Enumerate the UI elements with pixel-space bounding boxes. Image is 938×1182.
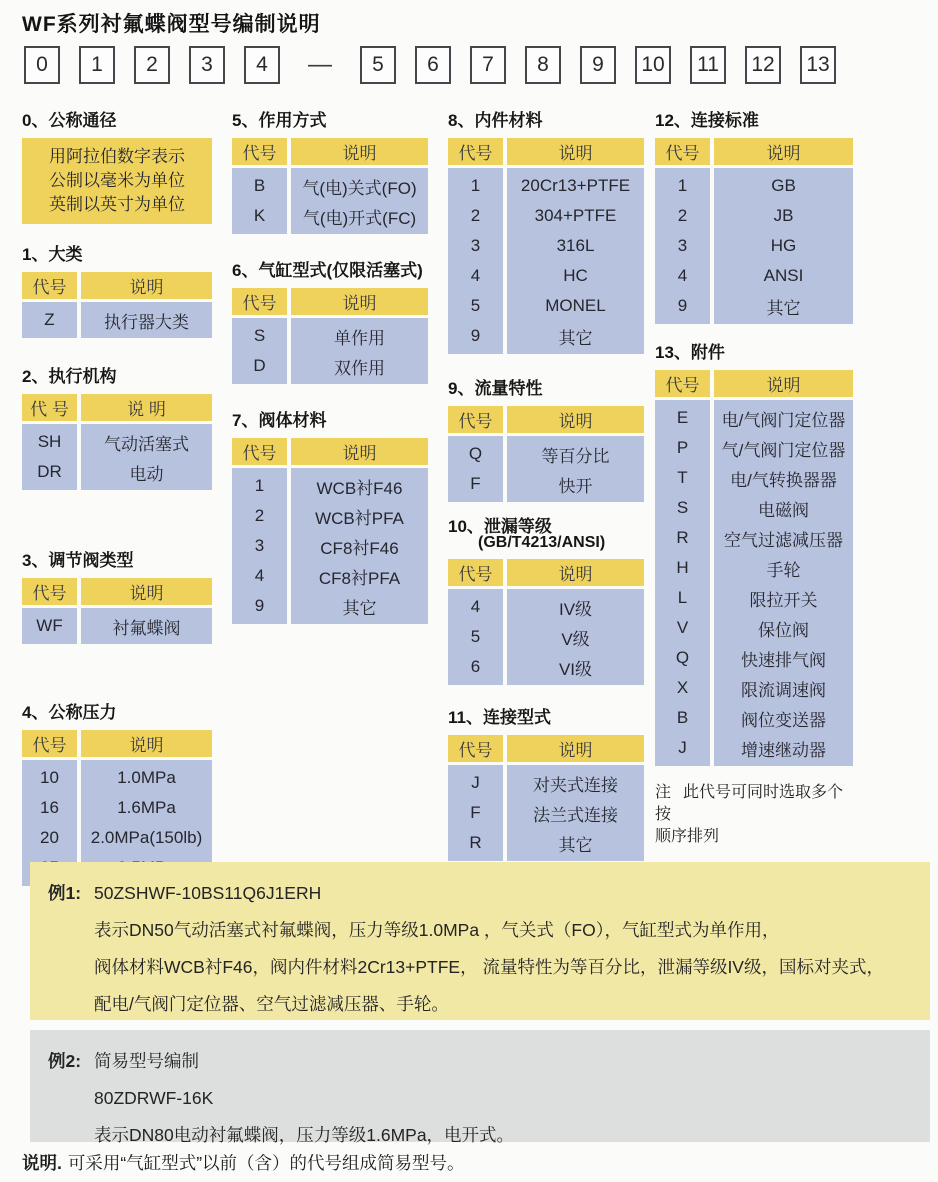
example-1-line: 表示DN50气动活塞式衬氟蝶阀，压力等级1.0MPa ，气关式（FO），气缸型式为单作用， [94,920,780,940]
description-column [291,468,428,624]
code-table [655,370,853,766]
code-header-cell: 代号 [22,578,77,605]
section-nominal-diameter [22,106,212,224]
model-code-digit-row [24,46,855,84]
note-line: 公制以毫米为单位 [49,171,185,190]
section-title: 13、附件 [655,343,725,362]
code-cell: 2 [254,506,265,525]
description-column [81,424,212,490]
accessories-note [655,782,855,848]
code-table [655,138,853,324]
column-1 [22,106,212,886]
code-header-cell: 代号 [655,370,710,397]
section-cylinder-type [232,256,428,384]
code-cell: 20 [40,828,59,847]
description-cell: 阀位变送器 [741,710,826,730]
code-table [232,288,428,384]
code-column [232,468,287,624]
code-column [22,608,77,644]
digit-box-7: 7 [470,46,506,84]
section-title: 6、气缸型式(仅限活塞式) [232,261,423,280]
description-cell: CF8衬F46 [320,538,399,558]
description-cell: 气(电)关式(FO) [302,178,417,198]
code-header-cell: 代号 [232,138,287,165]
description-cell: 手轮 [766,560,801,580]
code-column [655,168,710,324]
code-cell: Q [675,648,690,667]
code-cell: E [676,408,689,427]
dash-separator: — [308,51,332,78]
code-cell: Z [44,310,55,329]
nominal-diameter-note [22,138,212,224]
digit-box-4: 4 [244,46,280,84]
code-table [232,438,428,624]
code-header-cell: 代号 [448,735,503,762]
note-line-2: 顺序排列 [655,828,720,845]
description-cell: CF8衬PFA [318,568,401,588]
example-1-label: 例1: [48,883,82,903]
digit-box-2: 2 [134,46,170,84]
description-cell: JB [773,206,794,225]
section-connection-type [448,703,644,861]
code-header-cell: 代号 [448,138,503,165]
description-cell: 气动活塞式 [104,434,189,454]
code-cell: 4 [470,266,481,285]
description-cell: 对夹式连接 [533,775,618,795]
description-column [81,302,212,338]
code-cell: J [471,773,480,792]
description-cell: WCB衬F46 [316,478,403,498]
code-header-cell: 代号 [448,406,503,433]
code-table [448,406,644,502]
code-header-cell: 代号 [448,559,503,586]
description-column [291,168,428,234]
description-column [714,400,853,766]
example-2-label: 例2: [48,1051,82,1071]
description-header-cell: 说明 [291,138,428,165]
section-leakage-class [448,512,644,685]
code-column [448,765,503,861]
code-cell: B [253,176,266,195]
section-action-mode [232,106,428,234]
description-cell: 单作用 [334,328,385,348]
table-body [22,302,212,338]
code-column [22,424,77,490]
description-cell: V级 [561,629,590,649]
table-header-row [655,370,853,397]
code-header-cell: 代号 [232,288,287,315]
code-cell: S [253,326,266,345]
note-line: 英制以英寸为单位 [49,195,185,214]
code-cell: 9 [254,596,265,615]
section-valve-type [22,546,212,644]
description-header-cell: 说明 [507,138,644,165]
example-2-line: 表示DN80电动衬氟蝶阀，压力等级1.6MPa，电开式。 [94,1125,515,1145]
code-table [232,138,428,234]
description-header-cell: 说明 [81,578,212,605]
description-header-cell: 说明 [507,406,644,433]
section-flow-characteristic [448,374,644,502]
description-cell: 执行器大类 [104,312,189,332]
digit-box-3: 3 [189,46,225,84]
description-cell: 其它 [558,835,593,855]
code-column [655,400,710,766]
code-cell: L [677,588,688,607]
description-cell: VI级 [558,659,593,679]
description-cell: 电/气阀门定位器 [721,410,846,430]
example-2-line: 简易型号编制 [94,1051,199,1071]
code-table [22,578,212,644]
description-header-cell: 说明 [714,370,853,397]
description-column [507,765,644,861]
table-header-row [655,138,853,165]
table-body [232,318,428,384]
digit-box-5: 5 [360,46,396,84]
description-cell: HG [770,236,797,255]
code-table [448,735,644,861]
section-title: 11、连接型式 [448,708,551,727]
description-cell: 快速排气阀 [741,650,826,670]
description-cell: 304+PTFE [534,206,617,225]
footer-note-label: 说明. [22,1153,62,1173]
code-cell: 4 [677,266,688,285]
description-cell: IV级 [558,599,593,619]
section-title: 2、执行机构 [22,367,117,386]
table-header-row [448,138,644,165]
digit-box-13: 13 [800,46,836,84]
code-cell: R [469,833,482,852]
description-cell: 316L [556,236,595,255]
description-column [81,608,212,644]
section-title: 4、公称压力 [22,703,117,722]
code-cell: R [676,528,689,547]
table-header-row [22,272,212,299]
digit-box-9: 9 [580,46,616,84]
code-cell: J [678,738,687,757]
example-2-panel [30,1030,930,1145]
digit-box-8: 8 [525,46,561,84]
code-cell: B [676,708,689,727]
code-cell: F [470,803,481,822]
section-nominal-pressure [22,698,212,886]
description-cell: 20Cr13+PTFE [520,176,631,195]
code-cell: 4 [254,566,265,585]
code-cell: 3 [677,236,688,255]
example-2-model: 80ZDRWF-16K [94,1088,214,1108]
code-cell: F [470,474,481,493]
code-table [22,272,212,338]
code-cell: Q [468,444,483,463]
section-actuator [22,362,212,490]
code-cell: WF [36,616,63,635]
digit-box-12: 12 [745,46,781,84]
code-cell: D [253,356,266,375]
example-1-panel [30,862,930,1020]
description-cell: 1.0MPa [117,768,176,787]
note-line-1: 此代号可同时选取多个按 [655,784,844,823]
description-cell: 其它 [342,598,377,618]
description-cell: 限拉开关 [749,590,818,610]
example-1-line: 配电/气阀门定位器、空气过滤减压器、手轮。 [94,994,449,1014]
description-cell: 2.0MPa(150lb) [90,828,203,847]
code-cell: T [677,468,688,487]
code-cell: 9 [470,326,481,345]
code-cell: 1 [470,176,481,195]
description-header-cell: 说明 [81,730,212,757]
description-cell: 电动 [129,464,164,484]
code-table [448,138,644,354]
description-cell: 限流调速阀 [741,680,826,700]
column-2 [232,106,428,624]
description-column [291,318,428,384]
code-cell: 1 [254,476,265,495]
table-header-row [232,138,428,165]
table-body [232,168,428,234]
section-title: 8、内件材料 [448,111,543,130]
section-accessories [655,338,853,766]
code-cell: P [676,438,689,457]
example-1-line: 阀体材料WCB衬F46，阀内件材料2Cr13+PTFE， 流量特性为等百分比，泄漏等级IV级，国标对夹式， [94,957,884,977]
section-title: 0、公称通径 [22,111,117,130]
table-body [655,400,853,766]
code-cell: 2 [470,206,481,225]
description-column [507,168,644,354]
section-title: 3、调节阀类型 [22,551,134,570]
code-cell: 2 [677,206,688,225]
description-cell: 增速继动器 [741,740,826,760]
code-cell: K [253,206,266,225]
column-3 [448,106,644,861]
table-body [232,468,428,624]
description-cell: MONEL [545,296,606,315]
code-cell: H [676,558,689,577]
section-trim-material [448,106,644,354]
description-cell: WCB衬PFA [315,508,404,528]
code-cell: 3 [470,236,481,255]
code-column [232,168,287,234]
description-cell: 气(电)开式(FC) [302,208,417,228]
table-header-row [22,730,212,757]
code-column [448,436,503,502]
code-cell: 5 [470,627,481,646]
table-body [448,436,644,502]
description-cell: GB [771,176,796,195]
digit-box-1: 1 [79,46,115,84]
code-cell: 3 [254,536,265,555]
description-cell: 其它 [558,328,593,348]
digit-box-11: 11 [690,46,726,84]
section-subtitle: (GB/T4213/ANSI) [478,534,606,551]
description-header-cell: 说明 [291,288,428,315]
note-line: 用阿拉伯数字表示 [49,147,185,166]
description-cell: 电磁阀 [758,500,809,520]
description-cell: 气/气阀门定位器 [721,440,846,460]
section-title: 10、泄漏等级 [448,517,552,536]
code-cell: S [676,498,689,517]
section-body-material [232,406,428,624]
section-title: 7、阀体材料 [232,411,327,430]
code-cell: 6 [470,657,481,676]
table-body [22,608,212,644]
code-cell: 1 [677,176,688,195]
table-body [655,168,853,324]
page-title: WF系列衬氟蝶阀型号编制说明 [22,13,321,36]
column-4 [655,106,853,848]
description-column [714,168,853,324]
code-column [22,302,77,338]
table-header-row [232,438,428,465]
code-cell: 4 [470,597,481,616]
section-title: 1、大类 [22,245,83,264]
code-cell: X [676,678,689,697]
code-cell: V [676,618,689,637]
description-cell: 法兰式连接 [533,805,618,825]
code-cell: SH [37,432,62,451]
table-header-row [448,735,644,762]
description-cell: 保位阀 [758,620,809,640]
table-body [448,168,644,354]
description-header-cell: 说明 [714,138,853,165]
example-1-model: 50ZSHWF-10BS11Q6J1ERH [94,883,322,903]
code-header-cell: 代号 [232,438,287,465]
table-header-row [22,578,212,605]
description-cell: 空气过滤减压器 [724,530,843,550]
description-cell: 其它 [766,298,801,318]
table-body [448,765,644,861]
code-header-cell: 代号 [655,138,710,165]
description-cell: 电/气转换器器 [730,470,837,490]
description-cell: 衬氟蝶阀 [112,618,181,638]
note-prefix: 注 [655,784,672,801]
table-header-row [448,406,644,433]
description-cell: HC [563,266,588,285]
footer-note-text: 可采用“气缸型式”以前（含）的代号组成简易型号。 [67,1153,465,1173]
table-body [448,589,644,685]
table-body [22,424,212,490]
code-header-cell: 代号 [22,272,77,299]
footer-note [22,1150,465,1175]
code-column [448,589,503,685]
code-column [448,168,503,354]
description-cell: ANSI [763,266,804,285]
table-header-row [22,394,212,421]
table-header-row [448,559,644,586]
code-header-cell: 代 号 [22,394,77,421]
description-header-cell: 说明 [291,438,428,465]
description-header-cell: 说明 [507,735,644,762]
description-column [507,589,644,685]
section-title: 5、作用方式 [232,111,327,130]
description-cell: 双作用 [334,358,385,378]
digit-box-6: 6 [415,46,451,84]
description-header-cell: 说明 [507,559,644,586]
description-cell: 等百分比 [541,446,610,466]
digit-box-10: 10 [635,46,671,84]
description-header-cell: 说明 [81,272,212,299]
code-cell: 9 [677,296,688,315]
code-table [448,559,644,685]
section-title: 9、流量特性 [448,379,543,398]
section-title: 12、连接标准 [655,111,759,130]
description-header-cell: 说 明 [81,394,212,421]
digit-box-0: 0 [24,46,60,84]
code-table [22,394,212,490]
description-cell: 快开 [558,476,593,496]
table-header-row [232,288,428,315]
section-main-category [22,240,212,338]
code-cell: 10 [40,768,59,787]
code-column [232,318,287,384]
code-cell: DR [37,462,62,481]
section-connection-standard [655,106,853,324]
code-cell: 16 [40,798,59,817]
description-column [507,436,644,502]
code-cell: 5 [470,296,481,315]
description-cell: 1.6MPa [117,798,176,817]
code-header-cell: 代号 [22,730,77,757]
